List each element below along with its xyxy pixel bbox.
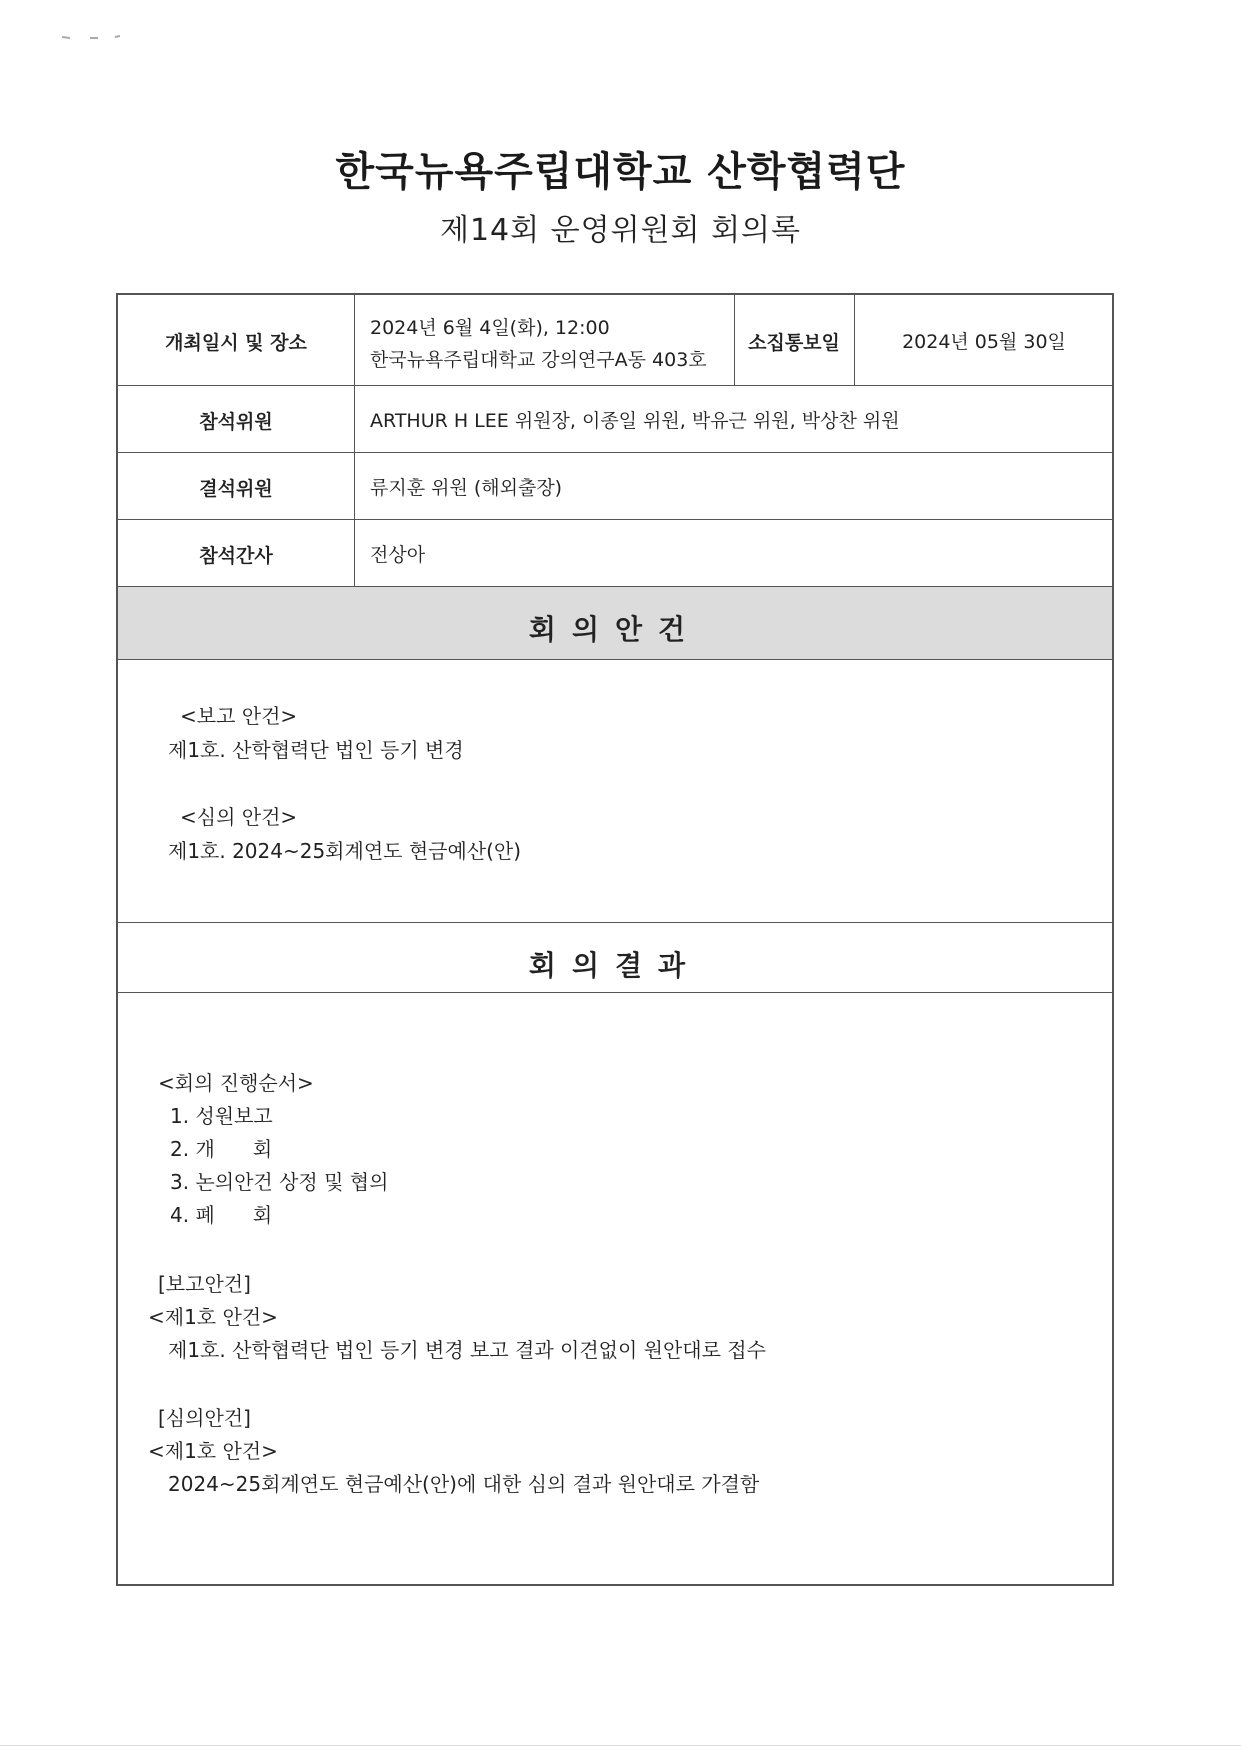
scan-artifact: [60, 32, 140, 42]
document-subtitle: 제14회 운영위원회 회의록: [439, 213, 802, 248]
report-item-heading: <제1호 안건>: [148, 1305, 278, 1329]
review-agenda-item: 제1호. 2024~25회계연도 현금예산(안): [168, 839, 522, 863]
notice-value: 2024년 05월 30일: [902, 331, 1066, 353]
document-title: 한국뉴욕주립대학교 산학협력단: [335, 149, 906, 195]
order-item: 1. 성원보고: [170, 1104, 273, 1128]
divider: [354, 295, 355, 586]
report-result: 제1호. 산학협력단 법인 등기 변경 보고 결과 이견없이 원안대로 접수: [168, 1338, 766, 1362]
order-heading: <회의 진행순서>: [158, 1071, 314, 1095]
report-agenda-item: 제1호. 산학협력단 법인 등기 변경: [168, 738, 464, 762]
order-item: 2. 개 회: [170, 1137, 273, 1161]
minutes-table: [116, 293, 1114, 1586]
datetime-line1: 2024년 6월 4일(화), 12:00: [370, 317, 610, 339]
datetime-label: 개최일시 및 장소: [165, 332, 307, 354]
divider: [118, 385, 1112, 386]
report-agenda-heading: <보고 안건>: [180, 704, 298, 728]
divider: [118, 452, 1112, 453]
review-item-heading: <제1호 안건>: [148, 1439, 278, 1463]
notice-label: 소집통보일: [748, 332, 840, 354]
report-section-label: [보고안건]: [158, 1272, 251, 1296]
divider: [118, 992, 1112, 993]
secretary-label: 참석간사: [199, 545, 273, 567]
absent-label: 결석위원: [199, 478, 273, 500]
page-edge: [0, 1745, 1241, 1746]
secretary-value: 전상아: [370, 544, 426, 566]
present-label: 참석위원: [199, 411, 273, 433]
datetime-line2: 한국뉴욕주립대학교 강의연구A동 403호: [370, 349, 707, 371]
results-heading: 회의결과: [528, 949, 702, 982]
divider: [118, 519, 1112, 520]
agenda-heading: 회의안건: [528, 613, 702, 646]
review-section-label: [심의안건]: [158, 1406, 251, 1430]
review-result: 2024~25회계연도 현금예산(안)에 대한 심의 결과 원안대로 가결함: [168, 1472, 760, 1496]
present-value: ARTHUR H LEE 위원장, 이종일 위원, 박유근 위원, 박상찬 위원: [370, 410, 900, 432]
absent-value: 류지훈 위원 (해외출장): [370, 477, 563, 499]
divider: [118, 659, 1112, 660]
divider: [118, 922, 1112, 923]
review-agenda-heading: <심의 안건>: [180, 805, 298, 829]
order-item: 4. 폐 회: [170, 1203, 273, 1227]
order-item: 3. 논의안건 상정 및 협의: [170, 1170, 389, 1194]
